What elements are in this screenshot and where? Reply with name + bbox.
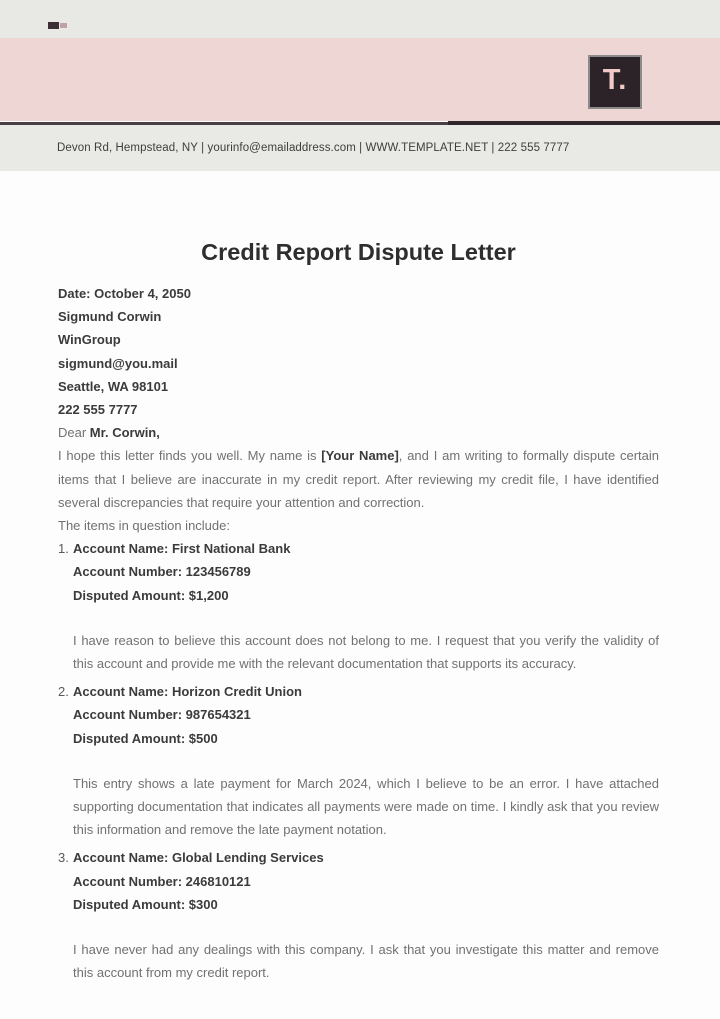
intro-text-after: , and I am writing to formally dispute certain items that I believe are inaccurate in my credit report. After reviewing my credit file, I have identified several discrepancies that require your attention and correction.: [58, 448, 659, 510]
template-brand-logo: [588, 55, 642, 109]
items-intro: The items in question include:: [58, 518, 230, 534]
dispute-item-3: [58, 846, 659, 984]
mini-logo-mark-pink: [60, 23, 67, 28]
item-text-bold: March 2024: [296, 775, 368, 791]
sender-address: Seattle, WA 98101: [58, 378, 169, 394]
top-strip: [0, 0, 720, 38]
blank-line: [73, 750, 659, 772]
salutation: [58, 421, 659, 444]
item-explanation: [73, 938, 659, 984]
contact-strip: [0, 125, 720, 171]
item-explanation: [73, 772, 659, 842]
salutation-prefix: Dear: [58, 425, 90, 441]
intro-text-before: I hope this letter finds you well. My name is: [58, 448, 322, 464]
item-text-before: I have reason to believe this account does not belong to me. I request that you verify the validity of this account and provide me with the relevant documentation that supports its accuracy.: [73, 632, 659, 672]
blank-line: [73, 607, 659, 629]
item-number: 2.: [58, 684, 69, 700]
account-name: Account Name: Horizon Credit Union: [73, 684, 302, 700]
item-text-before: I have never had any dealings with this company. I ask that you investigate this matter and remove this account from my credit report.: [73, 942, 659, 981]
sender-name: Sigmund Corwin: [58, 309, 162, 325]
account-name: Account Name: First National Bank: [73, 541, 291, 557]
item-explanation: [73, 629, 659, 675]
sender-email: sigmund@you.mail: [58, 355, 178, 371]
sender-phone: 222 555 7777: [58, 402, 138, 418]
intro-paragraph: [58, 444, 659, 514]
disputed-amount: Disputed Amount: $1,200: [73, 587, 229, 603]
item-text-after: , which I believe to be an error. I have attached supporting documentation that indicates all payments were made on time. I kindly ask that you review this information and remove the late payment notation.: [73, 775, 659, 838]
intro-your-name-placeholder: [Your Name]: [321, 448, 399, 464]
dispute-item-1: [58, 537, 659, 675]
disputed-amount: Disputed Amount: $300: [73, 896, 218, 912]
account-name: Account Name: Global Lending Services: [73, 850, 324, 866]
date-line: Date: October 4, 2050: [58, 286, 191, 301]
dispute-item-2: [58, 680, 659, 841]
item-number: 3.: [58, 850, 69, 866]
brand-logo-text: T.: [602, 64, 628, 96]
item-text-before: This entry shows a late payment for: [73, 775, 297, 791]
item-number: 1.: [58, 541, 69, 557]
contact-line: Devon Rd, Hempstead, NY | yourinfo@emailaddress.com | WWW.TEMPLATE.NET | 222 555 7777: [57, 142, 570, 154]
page-title: Credit Report Dispute Letter: [201, 239, 516, 265]
salutation-name: Mr. Corwin,: [89, 425, 160, 441]
account-number: Account Number: 246810121: [73, 873, 251, 889]
sender-company: WinGroup: [58, 332, 121, 348]
mini-logo-mark-dark: [48, 22, 59, 29]
disputed-amount: Disputed Amount: $500: [73, 730, 218, 746]
account-number: Account Number: 987654321: [73, 707, 251, 723]
account-number: Account Number: 123456789: [73, 564, 251, 580]
letter-body: [0, 171, 720, 989]
blank-line: [73, 916, 659, 938]
